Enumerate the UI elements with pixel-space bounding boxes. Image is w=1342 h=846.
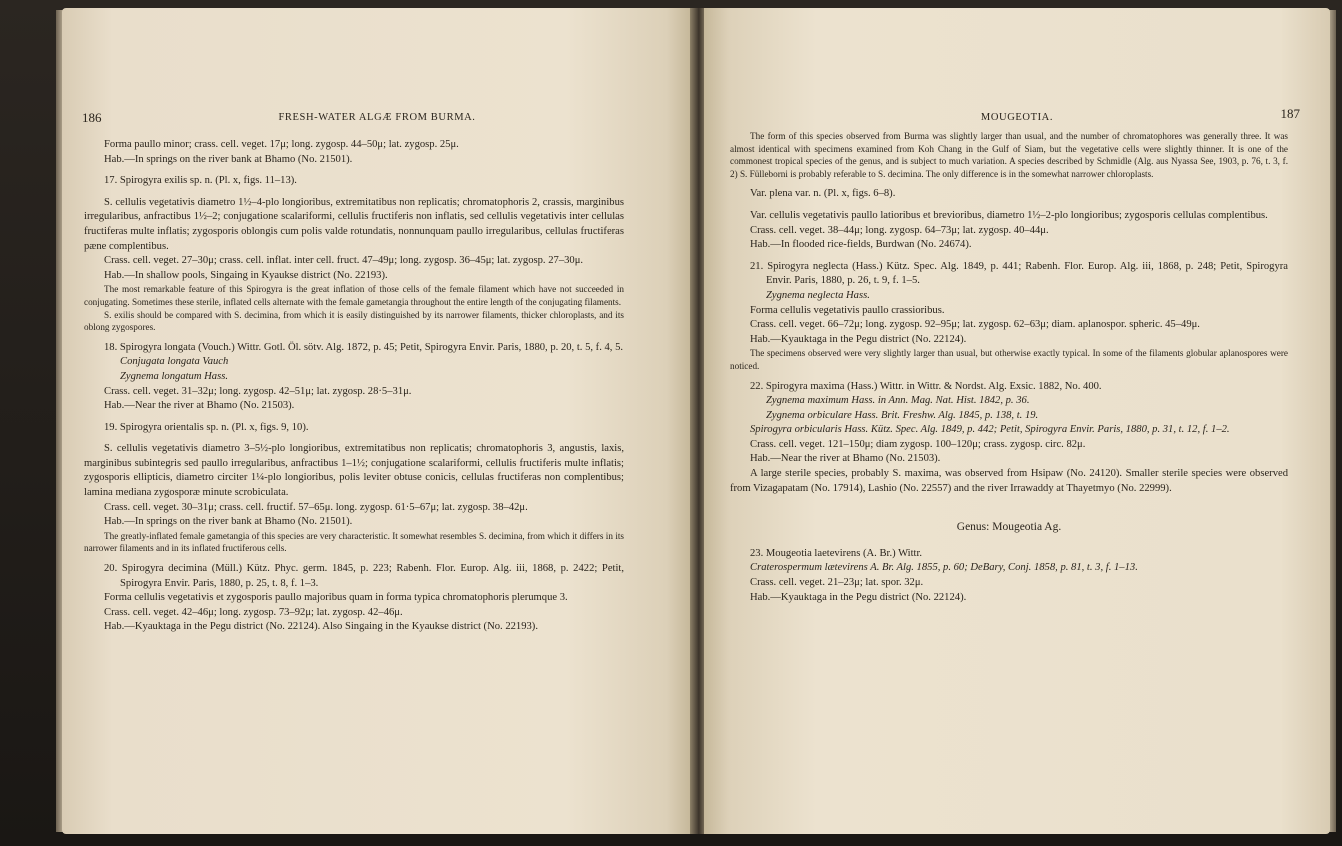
latin-diagnosis: Forma cellulis vegetativis et zygosporis paullo majoribus quam in forma typica chromatophoris plerumque 3.: [104, 592, 568, 604]
right-running-head: MOUGEOTIA.: [980, 112, 1054, 123]
species-heading: 21. Spirogyra neglecta (Hass.) Kütz. Spec. Alg. 1849, p. 441; Rabenh. Flor. Europ. Alg. iii, 1868, p. 248; Petit, Spirogyra Envir. Paris, 1880, p. 26, t. 9, f. 1–5.: [750, 260, 1288, 287]
synonym-line: Spirogyra orbicularis Hass. Kütz. Spec. Alg. 1849, p. 442; Petit, Spirogyra Envir. Paris, 1880, p. 31, t. 12, f. 1–2.: [750, 424, 1230, 436]
measurement-line: Crass. cell. veget. 30–31μ; crass. cell. fructif. 57–65μ. long. zygosp. 61·5–67μ; lat. zygosp. 38–42μ.: [104, 501, 528, 513]
habitat-line: Hab.—Near the river at Bhamo (No. 21503).: [750, 453, 941, 465]
note-paragraph: The greatly-inflated female gametangia of this species are very characteristic. It somewhat resembles S. decimina, from which it differs in its narrower filaments and in its inflated fructiferous cells.: [84, 530, 624, 554]
measurement-line: Crass. cell. veget. 31–32μ; long. zygosp. 42–51μ; lat. zygosp. 28·5–31μ.: [104, 385, 412, 397]
synonym-line: Conjugata longata Vauch: [120, 356, 229, 368]
habitat-line: Hab.—Kyauktaga in the Pegu district (No. 22124).: [750, 591, 967, 603]
right-page: [704, 8, 1330, 834]
genus-heading: Genus: Mougeotia Ag.: [956, 521, 1062, 534]
text-line: Forma paullo minor; crass. cell. veget. 17μ; long. zygosp. 44–50μ; lat. zygosp. 25μ.: [104, 139, 459, 150]
habitat-line: Hab.—In shallow pools, Singaing in Kyaukse district (No. 22193).: [104, 269, 388, 281]
measurement-line: Crass. cell. veget. 66–72μ; long. zygosp. 92–95μ; lat. zygosp. 62–63μ; diam. aplanospor. spheric. 45–49μ.: [750, 319, 1200, 331]
species-heading: 23. Mougeotia laetevirens (A. Br.) Wittr.: [750, 547, 923, 559]
latin-diagnosis: S. cellulis vegetativis diametro 1½–4-plo longioribus, extremitatibus non replicatis; chromatophoris 2, crassis, marginibus irregularibus, anfractibus 1½–2; conjugatione scalariformi, cellulis fructiferis non inflatis, sed cellulis vegetativis inter cellulas fructiferas multe inflatis; zygosporis oblongis cum polis valde rotundatis, nonnunquam paullo irregularibus, cellulas fructiferas pæne complentibus.: [84, 196, 624, 252]
measurement-line: Crass. cell. veget. 27–30μ; crass. cell. inflat. inter cell. fruct. 47–49μ; long. zygosp. 36–45μ; lat. zygosp. 27–30μ.: [104, 255, 584, 267]
left-running-head: FRESH-WATER ALGÆ FROM BURMA.: [278, 112, 476, 123]
text-paragraph: A large sterile species, probably S. maxima, was observed from Hsipaw (No. 24120). Smaller sterile species were observed from Vizagapatam (No. 17914), Lashio (No. 22557) and the river Irrawaddy at Thayetmyo (No. 22999).: [730, 468, 1288, 494]
note-paragraph: S. exilis should be compared with S. decimina, from which it is easily distinguished by its narrower filaments, thicker chloroplasts, and its oblong zygospores.: [84, 309, 624, 333]
habitat-line: Hab.—Kyauktaga in the Pegu district (No. 22124). Also Singaing in the Kyaukse district (No. 22193).: [104, 621, 538, 633]
habitat-line: Hab.—Near the river at Bhamo (No. 21503).: [104, 400, 295, 412]
species-heading: 22. Spirogyra maxima (Hass.) Wittr. in Wittr. & Nordst. Alg. Exsic. 1882, No. 400.: [750, 380, 1102, 392]
synonym-line: Zygnema longatum Hass.: [120, 370, 228, 382]
species-heading: 17. Spirogyra exilis sp. n. (Pl. x, figs. 11–13).: [104, 175, 297, 187]
habitat-line: Hab.—In springs on the river bank at Bhamo (No. 21501).: [104, 516, 353, 528]
note-paragraph: The form of this species observed from Burma was slightly larger than usual, and the number of chromatophores was generally three. It was almost identical with specimens examined from Koh Chang in the Gulf of Siam, but the vegetative cells were slightly thinner. It is one of the commonest tropical species of the genus, and is subject to much variation. A species described by Schmidle (Alg. aus Nyassa See, 1903, p. 76, t. 3, f. 2) S. Fülleborni is probably referable to S. decimina. The only difference is in the somewhat narrower chloroplasts.: [730, 131, 1288, 179]
synonym-line: Zygnema maximum Hass. in Ann. Mag. Nat. Hist. 1842, p. 36.: [766, 395, 1030, 407]
left-page-number: 186: [82, 110, 102, 125]
latin-diagnosis: Var. cellulis vegetativis paullo latioribus et brevioribus, diametro 1½–2-plo longioribus; zygosporis cellulas complentibus.: [750, 209, 1268, 221]
measurement-line: Crass. cell. veget. 38–44μ; long. zygosp. 64–73μ; lat. zygosp. 40–44μ.: [750, 224, 1049, 236]
habitat-line: Hab.—In springs on the river bank at Bhamo (No. 21501).: [104, 153, 353, 165]
right-page-number: 187: [1280, 106, 1300, 121]
synonym-line: Craterospermum lætevirens A. Br. Alg. 1855, p. 60; DeBary, Conj. 1858, p. 81, t. 3, f. 1–13.: [750, 562, 1138, 574]
species-heading: 20. Spirogyra decimina (Müll.) Kütz. Phyc. germ. 1845, p. 223; Rabenh. Flor. Europ. Alg. iii, 1868, p. 2422; Petit, Spirogyra Envir. Paris, 1880, p. 25, t. 8, f. 1–3.: [104, 563, 624, 589]
measurement-line: Crass. cell. veget. 121–150μ; diam zygosp. 100–120μ; crass. zygosp. circ. 82μ.: [750, 438, 1086, 450]
synonym-line: Zygnema orbiculare Hass. Brit. Freshw. Alg. 1845, p. 138, t. 19.: [766, 409, 1039, 421]
text-line: Forma cellulis vegetativis paullo crassioribus.: [750, 304, 945, 316]
synonym-line: Zygnema neglecta Hass.: [766, 289, 870, 301]
species-heading: 18. Spirogyra longata (Vouch.) Wittr. Gotl. Öl. sötv. Alg. 1872, p. 45; Petit, Spirogyra Envir. Paris, 1880, p. 20, t. 5, f. 4, 5.: [104, 341, 624, 353]
habitat-line: Hab.—In flooded rice-fields, Burdwan (No. 24674).: [750, 239, 972, 251]
note-paragraph: The most remarkable feature of this Spirogyra is the great inflation of those cells of the female filament which have not succeeded in conjugating. Sometimes these sterile, inflated cells alternate with the female gametangia throughout the entire length of the conjugating filaments.: [84, 284, 624, 307]
habitat-line: Hab.—Kyauktaga in the Pegu district (No. 22124).: [750, 333, 967, 345]
variety-heading: Var. plena var. n. (Pl. x, figs. 6–8).: [750, 188, 896, 200]
latin-diagnosis: S. cellulis vegetativis diametro 3–5½-plo longioribus, extremitatibus non replicatis; chromatophoris 3, angustis, laxis, marginibus subintegris sed paullo irregularibus, anfractibus 1–1½; conjugatione scalariformi, cellulis fructiferis multe inflatis; zygosporis ellipticis, diametro circiter 1¼-plo longioribus, polis leviter obtuse conicis, cellulas fructiferas non complentibus; lamina mediana zygosporæ minute scrobiculata.: [84, 443, 624, 499]
measurement-line: Crass. cell. veget. 42–46μ; long. zygosp. 73–92μ; lat. zygosp. 42–46μ.: [104, 606, 403, 618]
left-page: [62, 8, 692, 834]
right-page-body: [730, 130, 1288, 605]
species-heading: 19. Spirogyra orientalis sp. n. (Pl. x, figs. 9, 10).: [104, 421, 309, 433]
left-page-body: [84, 138, 624, 635]
measurement-line: Crass. cell. veget. 21–23μ; lat. spor. 32μ.: [750, 577, 924, 589]
note-paragraph: The specimens observed were very slightly larger than usual, but otherwise exactly typical. In some of the filaments globular aplanospores were noticed.: [730, 348, 1288, 371]
